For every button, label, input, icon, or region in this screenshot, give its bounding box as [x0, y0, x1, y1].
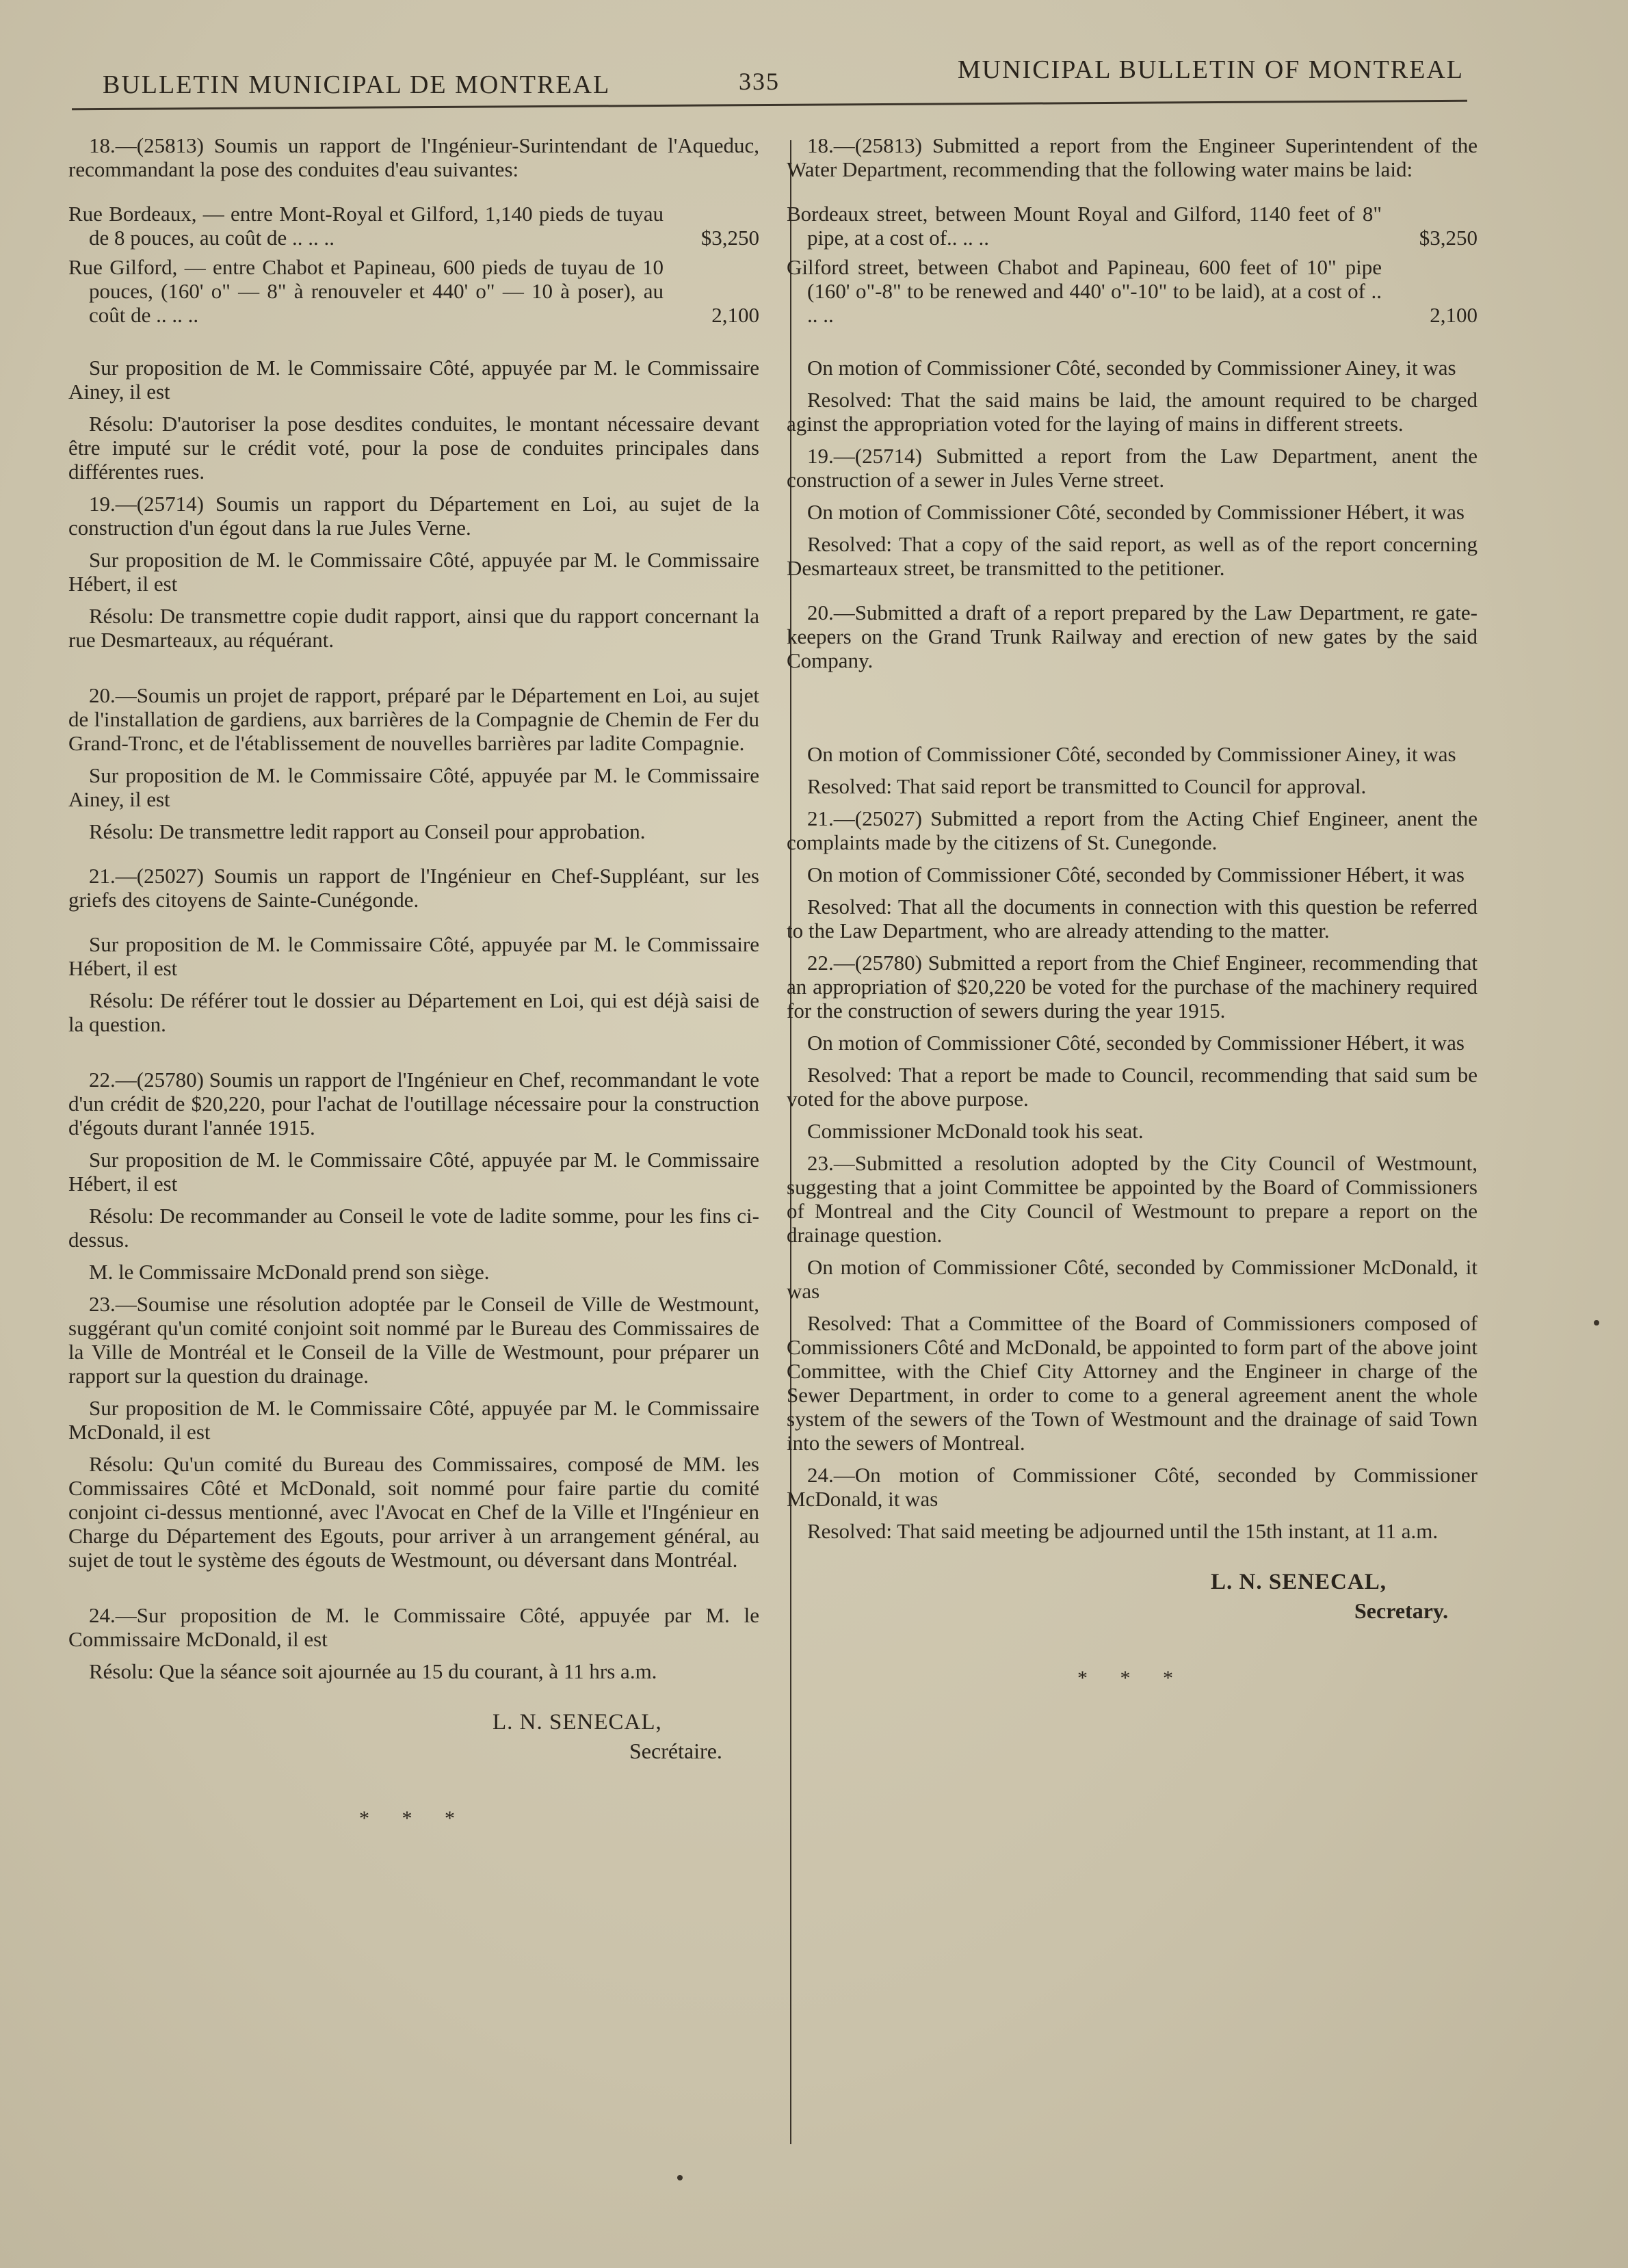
en-main-gilford — [787, 255, 1478, 327]
en-signature-role: Secretary. — [1354, 1598, 1449, 1623]
fr-resolved-23: Résolu: Qu'un comité du Bureau des Commissaires, composé de MM. les Commissaires Côté et McDonald, soit nommé pour faire partie du comité conjoint ci-dessus mentionné, avec l'Avocat en Chef de la Ville et l'Ingénieur en Charge du Département des Egouts, pour arriver à un arrangement général, au sujet de tout le système des égouts de Westmount, ou déversant dans Montréal. — [68, 1452, 759, 1572]
en-item-24: 24.—On motion of Commissioner Côté, seconded by Commissioner McDonald, it was — [787, 1463, 1478, 1511]
en-motion-22: On motion of Commissioner Côté, seconded by Commissioner Hébert, it was — [807, 1031, 1465, 1055]
fr-motion-19: Sur proposition de M. le Commissaire Côté, appuyée par M. le Commissaire Hébert, il est — [68, 548, 759, 596]
fr-main-gilford — [68, 255, 759, 327]
en-seat-note: Commissioner McDonald took his seat. — [807, 1119, 1144, 1143]
fr-resolved-22: Résolu: De recommander au Conseil le vote de ladite somme, pour les fins ci-dessus. — [68, 1204, 759, 1252]
fr-resolved-24: Résolu: Que la séance soit ajournée au 15 du courant, à 11 hrs a.m. — [89, 1659, 657, 1683]
fr-item-22: 22.—(25780) Soumis un rapport de l'Ingénieur en Chef, recommandant le vote d'un crédit de $20,220, pour l'achat de l'outillage nécessaire pour la construction d'égouts durant l'année 1915. — [68, 1068, 759, 1139]
en-resolved-21: Resolved: That all the documents in connection with this question be referred to the Law Department, who are already attending to the matter. — [787, 895, 1478, 942]
en-item-22: 22.—(25780) Submitted a report from the Chief Engineer, recommending that an appropriation of $20,220 be voted for the purchase of the machinery required for the construction of sewers during the year 1915. — [787, 951, 1478, 1023]
fr-item-21: 21.—(25027) Soumis un rapport de l'Ingénieur en Chef-Suppléant, sur les griefs des citoyens de Sainte-Cunégonde. — [68, 864, 759, 912]
header-english-title: MUNICIPAL BULLETIN OF MONTREAL — [957, 55, 1464, 84]
fr-item-23: 23.—Soumise une résolution adoptée par le Conseil de Ville de Westmount, suggérant qu'un comité conjoint soit nommé par le Bureau des Commissaires de la Ville de Montréal et le Conseil de la Ville de Westmount, pour préparer un rapport sur la question du drainage. — [68, 1292, 759, 1388]
en-resolved-19: Resolved: That a copy of the said report, as well as of the report concerning Desmarteaux street, be transmitted to the petitioner. — [787, 532, 1478, 580]
fr-main-bordeaux-text: Rue Bordeaux, — entre Mont-Royal et Gilford, 1,140 pieds de tuyau de 8 pouces, au coût de .. .. .. — [68, 202, 664, 250]
fr-main-gilford-amount: 2,100 — [711, 303, 759, 327]
fr-item-19: 19.—(25714) Soumis un rapport du Département en Loi, au sujet de la construction d'un égout dans la rue Jules Verne. — [68, 492, 759, 540]
french-column — [68, 133, 759, 1830]
fr-resolved-20: Résolu: De transmettre ledit rapport au Conseil pour approbation. — [89, 819, 646, 843]
fr-motion-21: Sur proposition de M. le Commissaire Côté, appuyée par M. le Commissaire Hébert, il est — [68, 932, 759, 980]
en-resolved-22: Resolved: That a report be made to Council, recommending that said sum be voted for the above purpose. — [787, 1063, 1478, 1111]
en-item-18: 18.—(25813) Submitted a report from the Engineer Superintendent of the Water Department, recommending that the following water mains be laid: — [787, 133, 1478, 181]
en-resolved-18: Resolved: That the said mains be laid, the amount required to be charged aginst the appropriation voted for the laying of mains in different streets. — [787, 388, 1478, 436]
fr-item-20: 20.—Soumis un projet de rapport, préparé par le Département en Loi, au sujet de l'installation de gardiens, aux barrières de la Compagnie de Chemin de Fer du Grand-Tronc, et de l'établissement de nouvelles barrières par ladite Compagnie. — [68, 683, 759, 755]
en-main-gilford-text: Gilford street, between Chabot and Papineau, 600 feet of 10" pipe (160' o"-8" to be renewed and 440' o"-10" to be laid), at a cost of .. .. .. — [787, 255, 1382, 327]
en-resolved-24: Resolved: That said meeting be adjourned until the 15th instant, at 11 a.m. — [807, 1519, 1439, 1543]
en-end-stars: * * * — [1077, 1667, 1187, 1689]
fr-motion-18: Sur proposition de M. le Commissaire Côté, appuyée par M. le Commissaire Ainey, il est — [68, 356, 759, 404]
fr-resolved-18: Résolu: D'autoriser la pose desdites conduites, le montant nécessaire devant être imputé sur le crédit voté, pour la pose de conduites principales dans différentes rues. — [68, 412, 759, 484]
fr-main-bordeaux — [68, 202, 759, 250]
fr-item-18: 18.—(25813) Soumis un rapport de l'Ingénieur-Surintendant de l'Aqueduc, recommandant la pose des conduites d'eau suivantes: — [68, 133, 759, 181]
fr-seat-note: M. le Commissaire McDonald prend son siège. — [89, 1260, 490, 1284]
en-resolved-20: Resolved: That said report be transmitted to Council for approval. — [807, 774, 1367, 798]
fr-motion-23: Sur proposition de M. le Commissaire Côté, appuyée par M. le Commissaire McDonald, il est — [68, 1396, 759, 1444]
en-item-21: 21.—(25027) Submitted a report from the Acting Chief Engineer, anent the complaints made by the citizens of St. Cunegonde. — [787, 806, 1478, 854]
en-item-20: 20.—Submitted a draft of a report prepared by the Law Department, re gate-keepers on the Grand Trunk Railway and erection of new gates by the said Company. — [787, 601, 1478, 672]
fr-main-bordeaux-amount: $3,250 — [700, 226, 759, 250]
fr-main-gilford-text: Rue Gilford, — entre Chabot et Papineau, 600 pieds de tuyau de 10 pouces, (160' o" — 8" à renouveler et 440' o" — 10 à poser), au coût de .. .. .. — [68, 255, 664, 327]
page-number: 335 — [739, 68, 780, 95]
fr-end-stars: * * * — [359, 1807, 469, 1830]
en-motion-18: On motion of Commissioner Côté, seconded by Commissioner Ainey, it was — [807, 356, 1456, 380]
fr-motion-22: Sur proposition de M. le Commissaire Côté, appuyée par M. le Commissaire Hébert, il est — [68, 1148, 759, 1196]
english-column — [787, 133, 1478, 1690]
en-resolved-23: Resolved: That a Committee of the Board of Commissioners composed of Commissioners Côté and McDonald, be appointed to form part of the above joint Committee, with the Chief City Attorney and the Engineer in charge of the Sewer Department, in order to come to a general agreement anent the whole system of the sewers of the Town of Westmount and the drainage of said Town into the sewers of Montreal. — [787, 1311, 1478, 1455]
fr-resolved-19: Résolu: De transmettre copie dudit rapport, ainsi que du rapport concernant la rue Desmarteaux, au réquérant. — [68, 604, 759, 652]
en-item-23: 23.—Submitted a resolution adopted by the City Council of Westmount, suggesting that a joint Committee be appointed by the Board of Commissioners of Montreal and the City Council of Westmount to prepare a report on the drainage question. — [787, 1151, 1478, 1247]
en-main-bordeaux-text: Bordeaux street, between Mount Royal and Gilford, 1140 feet of 8" pipe, at a cost of.. .. .. — [787, 202, 1382, 250]
margin-speck — [1594, 1320, 1599, 1326]
en-motion-19: On motion of Commissioner Côté, seconded by Commissioner Hébert, it was — [807, 500, 1465, 524]
fr-motion-20: Sur proposition de M. le Commissaire Côté, appuyée par M. le Commissaire Ainey, il est — [68, 763, 759, 811]
en-motion-20: On motion of Commissioner Côté, seconded by Commissioner Ainey, it was — [807, 742, 1456, 766]
fr-item-24: 24.—Sur proposition de M. le Commissaire Côté, appuyée par M. le Commissaire McDonald, il est — [68, 1603, 759, 1651]
fr-signature-role: Secrétaire. — [629, 1739, 722, 1763]
fr-resolved-21: Résolu: De référer tout le dossier au Département en Loi, qui est déjà saisi de la question. — [68, 988, 759, 1036]
en-signature — [787, 1570, 1478, 1646]
en-motion-23: On motion of Commissioner Côté, seconded by Commissioner McDonald, it was — [787, 1255, 1478, 1303]
en-signature-name: L. N. SENECAL, — [1211, 1570, 1387, 1594]
en-item-19: 19.—(25714) Submitted a report from the Law Department, anent the construction of a sewer in Jules Verne street. — [787, 444, 1478, 492]
bottom-speck — [677, 2175, 683, 2180]
en-main-bordeaux-amount: $3,250 — [1419, 226, 1478, 250]
fr-signature-name: L. N. SENECAL, — [493, 1710, 662, 1735]
header-french-title: BULLETIN MUNICIPAL DE MONTREAL — [103, 70, 611, 99]
fr-signature — [68, 1711, 759, 1786]
en-main-gilford-amount: 2,100 — [1430, 303, 1478, 327]
en-main-bordeaux — [787, 202, 1478, 250]
en-motion-21: On motion of Commissioner Côté, seconded by Commissioner Hébert, it was — [807, 862, 1465, 886]
